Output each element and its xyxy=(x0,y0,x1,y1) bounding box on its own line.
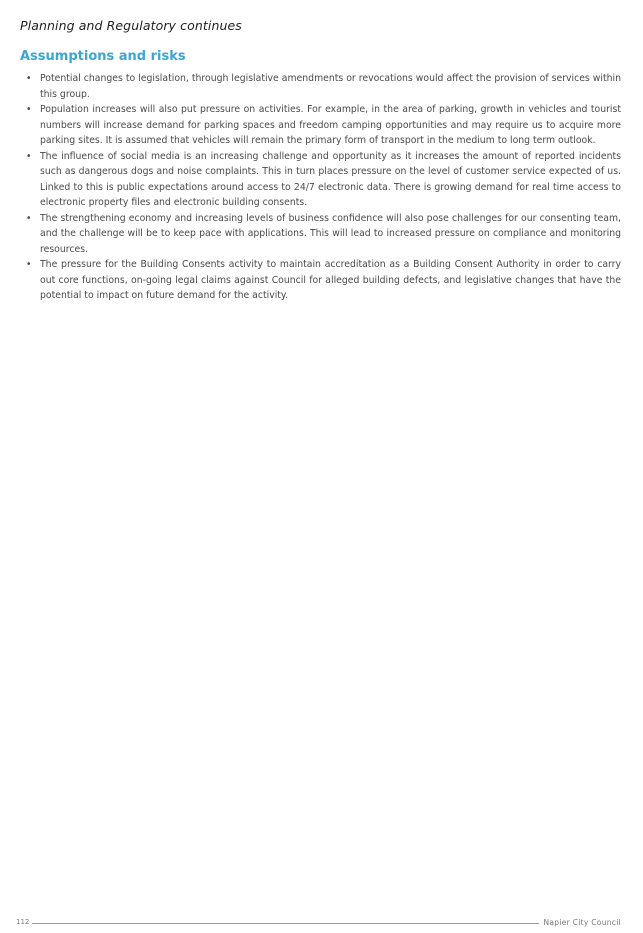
bullet-icon: • xyxy=(26,104,32,115)
list-item-text: The strengthening economy and increasing levels of business confidence will also pose challenges for our consenting team, and the challenge will be to keep pace with applications. This will lead to increased pressure on compliance and monitoring resources. xyxy=(40,212,621,255)
list-item-text: The pressure for the Building Consents activity to maintain accreditation as a Building Consent Authority in order to carry out core functions, on-going legal claims against Council for alleged building defects, and legislative changes that have the potential to impact on future demand for the activity. xyxy=(40,259,621,301)
footer-divider xyxy=(32,923,539,924)
section-heading: Assumptions and risks xyxy=(20,49,186,64)
list-item xyxy=(22,257,621,304)
list-item xyxy=(22,149,621,211)
list-item-text: Potential changes to legislation, through legislative amendments or revocations would affect the provision of services within this group. xyxy=(40,73,621,100)
page-number: 112 xyxy=(16,918,30,926)
list-item-text: The influence of social media is an increasing challenge and opportunity as it increases the amount of reported incidents such as dangerous dogs and noise complaints. This in turn places pressure on the level of customer service expected of us. Linked to this is public expectations around access to 24/7 electronic data. There is growing demand for real time access to electronic property files and electronic building consents. xyxy=(40,150,621,208)
list-item-text: Population increases will also put pressure on activities. For example, in the area of parking, growth in vehicles and tourist numbers will increase demand for parking spaces and freedom camping opportunities and may require us to acquire more parking sites. It is assumed that vehicles will remain the primary form of transport in the medium to long term outlook. xyxy=(40,104,621,146)
assumptions-risks-list xyxy=(22,71,621,304)
bullet-icon: • xyxy=(26,259,32,270)
list-item xyxy=(22,71,621,102)
bullet-icon: • xyxy=(26,150,32,162)
bullet-icon: • xyxy=(26,73,32,84)
bullet-icon: • xyxy=(26,212,32,224)
list-item xyxy=(22,102,621,149)
running-header: Planning and Regulatory continues xyxy=(20,18,242,33)
footer-organization: Napier City Council xyxy=(543,918,621,927)
list-item xyxy=(22,211,621,258)
